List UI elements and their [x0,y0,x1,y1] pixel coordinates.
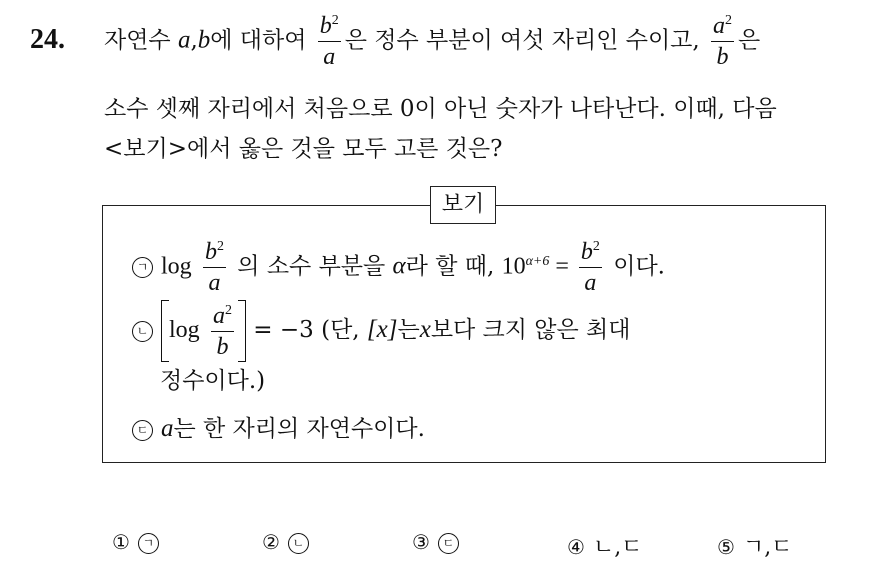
floor-bracket-left [161,300,169,362]
text: 는 한 자리의 자연수이다. [173,416,425,442]
log: log [161,253,192,280]
frac-den: a [208,270,221,296]
text: 은 [738,27,761,54]
question-number: 24. [30,24,65,55]
question-line-2: 소수 셋째 자리에서 처음으로 0이 아닌 숫자가 나타난다. 이때, 다음 [104,96,777,122]
frac-num: b [319,13,332,39]
frac-sup: 2 [592,239,600,254]
frac-den: a [323,44,336,70]
choice-2[interactable] [262,530,317,555]
choice-3[interactable] [412,530,467,555]
comma: , [190,27,198,54]
text: 이다. [605,253,665,280]
frac-sup: 2 [331,13,339,28]
fraction-b2-over-a [318,14,341,69]
choice-text: ㄴ [288,533,309,554]
bogi-item-2 [132,300,631,362]
text: 자연수 [104,27,178,54]
bogi-item-1 [132,240,665,295]
fraction [203,240,226,295]
choice-number: ③ [412,530,430,554]
alpha: α [392,252,406,280]
text: 라 할 때, [405,253,502,280]
choice-number: ② [262,530,280,554]
text: 는 [397,317,420,343]
text: 보다 크지 않은 최대 [430,317,631,343]
bogi-item-3 [132,410,425,443]
frac-sup: 2 [216,239,224,254]
var-a: a [177,26,191,54]
frac-den: a [584,270,597,296]
bracket-x: [x] [366,316,398,343]
circled-marker: ㄴ [132,321,153,342]
equals: = [549,253,575,280]
choice-text: ㄷ [438,533,459,554]
choice-text: ㄱ [138,533,159,554]
question-line-3: <보기>에서 옳은 것을 모두 고른 것은? [104,136,503,162]
text: = −3 (단, [245,317,367,343]
choice-text: ㄱ,ㄷ [742,535,793,560]
frac-num: a [713,13,726,39]
frac-num: b [580,239,593,265]
circled-marker: ㄷ [132,420,153,441]
log: log [169,317,200,343]
frac-sup: 2 [725,13,733,28]
fraction-a2-over-b [711,14,734,69]
choice-number: ④ [567,535,585,559]
choice-number: ① [112,530,130,554]
var-x: x [419,316,431,343]
bogi-item-2-line-2: 정수이다.) [160,368,266,394]
text: 은 정수 부분이 여섯 자리인 수이고, [344,27,700,54]
text: 의 소수 부분을 [229,253,393,280]
var-b: b [197,26,211,54]
choice-number: ⑤ [717,535,735,559]
choice-1[interactable] [112,530,167,555]
var-a: a [161,415,174,442]
choice-4[interactable] [567,530,642,561]
frac-sup: 2 [224,302,232,318]
choice-text: ㄴ,ㄷ [592,535,643,560]
fraction [211,304,234,359]
floor-bracket-right [238,300,246,362]
choice-5[interactable] [717,530,792,561]
text: 에 대하여 [210,27,307,54]
base: 10 [501,253,526,280]
fraction [579,240,602,295]
question-line-1 [104,14,760,69]
circled-marker: ㄱ [132,257,153,278]
frac-den: b [716,44,729,70]
frac-num: a [212,302,225,329]
frac-num: b [204,239,217,265]
exponent: α+6 [525,253,550,269]
bogi-title: 보기 [430,186,496,224]
frac-den: b [216,333,229,360]
